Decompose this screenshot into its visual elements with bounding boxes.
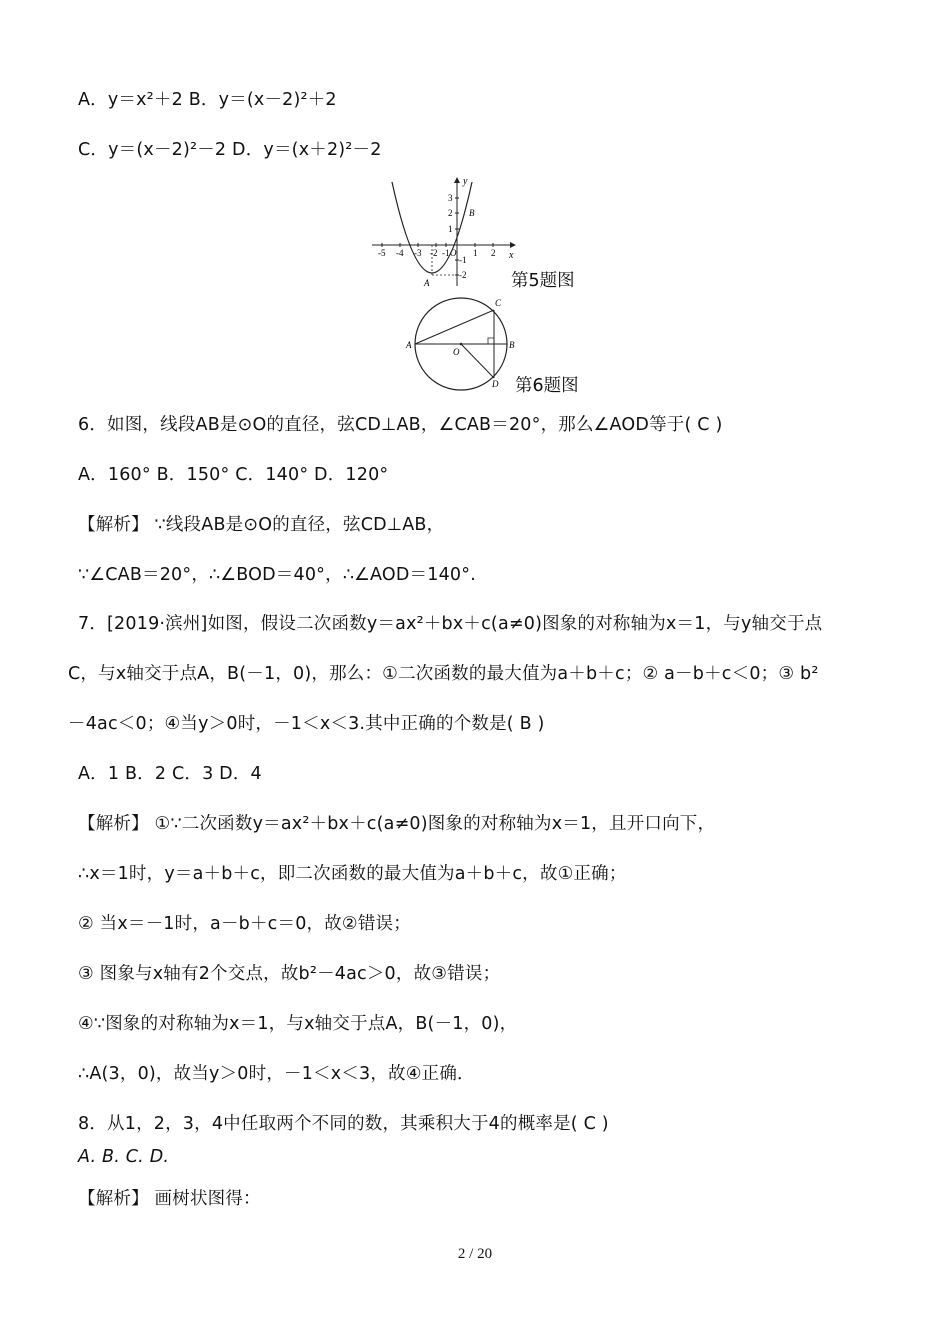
y-tick-label: -1 [459, 255, 467, 265]
q7-analysis-6: ∴A(3，0)，故当y＞0时，－1＜x＜3，故④正确． [78, 1064, 475, 1084]
figure-6-circle [402, 294, 518, 392]
q7-analysis-2: ∴x＝1时，y＝a＋b＋c，即二次函数的最大值为a＋b＋c，故①正确； [78, 864, 627, 884]
origin-label: O [450, 248, 457, 258]
figure-6-caption: 第6题图 [515, 376, 579, 396]
x-tick-label: -5 [378, 248, 386, 258]
circle-diagram [402, 294, 518, 392]
q6-analysis-1: 【解析】 ∵线段AB是⊙O的直径，弦CD⊥AB， [78, 515, 445, 535]
x-tick-label: 2 [491, 248, 496, 258]
q7-analysis-4: ③ 图象与x轴有2个交点，故b²－4ac＞0，故③错误； [78, 964, 501, 984]
question-8-options: A. B. C. D. [78, 1147, 170, 1167]
question-7-options: A．1 B．2 C．3 D．4 [78, 764, 262, 784]
q7-analysis-1: 【解析】 ①∵二次函数y＝ax²＋bx＋c(a≠0)图象的对称轴为x＝1，且开口向下， [78, 814, 716, 834]
point-a-label: A [424, 278, 430, 288]
y-tick-label: 2 [448, 208, 453, 218]
question-6-options: A．160° B．150° C．140° D．120° [78, 465, 389, 485]
parabola-graph [368, 174, 518, 292]
y-tick-label: 3 [448, 193, 453, 203]
figure-5-parabola [368, 174, 518, 292]
x-tick-label: -1 [442, 248, 450, 258]
question-8-stem: 8．从1，2，3，4中任取两个不同的数，其乘积大于4的概率是( C ) [78, 1114, 609, 1134]
point-a-label: A [406, 340, 412, 350]
x-axis-label: x [509, 250, 514, 261]
x-tick-label: -4 [396, 248, 404, 258]
point-o-label: O [453, 347, 460, 357]
option-line-q5-ab: A．y＝x²＋2 B．y＝(x－2)²＋2 [78, 90, 337, 110]
question-7-stem-3: －4ac＜0；④当y＞0时，－1＜x＜3.其中正确的个数是( B ) [68, 714, 545, 734]
question-7-stem-1: 7．[2019·滨州]如图，假设二次函数y＝ax²＋bx＋c(a≠0)图象的对称轴为x＝1，与y轴交于点 [78, 614, 823, 634]
figure-5-caption: 第5题图 [511, 271, 575, 291]
q6-analysis-2: ∵∠CAB＝20°，∴∠BOD＝40°，∴∠AOD＝140°. [78, 565, 476, 585]
y-tick-label: -2 [459, 270, 467, 280]
point-d-label: D [492, 379, 499, 389]
y-tick-label: 1 [448, 224, 453, 234]
q7-analysis-3: ② 当x＝－1时，a－b＋c＝0，故②错误； [78, 914, 411, 934]
q7-analysis-5: ④∵图象的对称轴为x＝1，与x轴交于点A，B(－1，0)， [78, 1014, 518, 1034]
question-7-stem-2: C，与x轴交于点A，B(－1，0)，那么：①二次函数的最大值为a＋b＋c；② a－b＋c＜0；③ b² [68, 664, 819, 684]
q8-analysis-1: 【解析】 画树状图得： [78, 1189, 261, 1209]
x-tick-label: -3 [414, 248, 422, 258]
point-b-label: B [469, 208, 475, 218]
page-number: 2 / 20 [457, 1246, 493, 1262]
point-b-label: B [509, 340, 515, 350]
question-6-stem: 6．如图，线段AB是⊙O的直径，弦CD⊥AB，∠CAB＝20°，那么∠AOD等于( C ) [78, 415, 723, 435]
x-tick-label: -2 [430, 248, 438, 258]
point-c-label: C [495, 298, 502, 308]
option-line-q5-cd: C．y＝(x－2)²－2 D．y＝(x＋2)²－2 [78, 140, 382, 160]
x-tick-label: 1 [473, 248, 478, 258]
y-axis-label: y [463, 176, 468, 187]
